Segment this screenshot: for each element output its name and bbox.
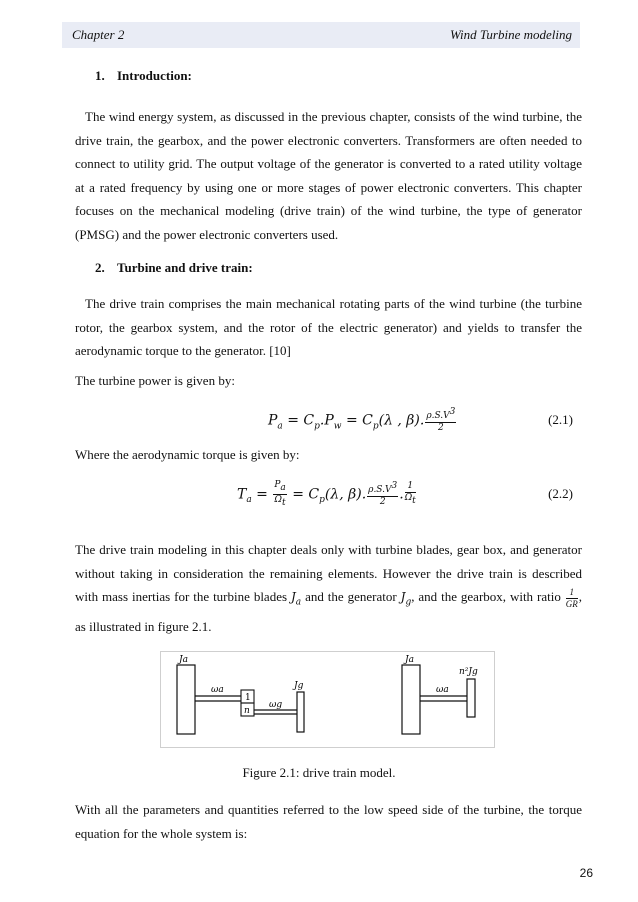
label-jg: Jg [294, 681, 304, 691]
section-heading-drive-train [95, 260, 253, 276]
paragraph-drive-train-model: The drive train modeling in this chapter deals only with turbine blades, gear box, and generator without taking in consideration the remaining elements. However the drive train is described with mass inertias for the turbine blades $J_a$ and the generator $J_g$, and the gearbox, with ratio $\frac{1}{GR}$ , as illustrated in figure 2.1. [75, 542, 582, 634]
label-omega-a: ωa [211, 685, 224, 695]
equation-number: (2.2) [548, 486, 573, 501]
section-title: Turbine and drive train: [117, 260, 253, 275]
label-ja: Ja [179, 655, 188, 665]
page-header [62, 22, 580, 48]
section-heading-introduction [95, 68, 192, 84]
label-one: 1 [245, 693, 251, 703]
turbine-inertia-block-equivalent [402, 665, 420, 734]
header-title: Wind Turbine modeling [449, 27, 572, 42]
math-ratio: $\frac{1}{GR}$ [565, 586, 578, 609]
header-chapter: Chapter 2 [72, 27, 125, 42]
equation-expression: $P_a = C_p.P_w = C_p(\lambda$ , β). $\frac{\rho.S.V^3}{2}$ [268, 407, 456, 433]
generator-inertia-block [297, 692, 304, 732]
paragraph-intro: The wind energy system, as discussed in the previous chapter, consists of the wind turbine, the drive train, the gearbox, and the power electronic converters. Transformers are often needed to connect to utility grid. The output voltage of the generator is converted to a rated utility voltage at a rated frequency by using one or more stages of power electronic converters. This chapter focuses on the mechanical modeling (drive train) of the wind turbine, the type of generator (PMSG) and the power electronic converters used. [75, 109, 582, 242]
figure-caption: Figure 2.1: drive train model. [242, 765, 396, 780]
equation-2-2 [0, 477, 638, 511]
turbine-inertia-block [177, 665, 195, 734]
paragraph-aero-torque: Where the aerodynamic torque is given by: [75, 447, 300, 462]
label-n: n [244, 706, 250, 716]
label-n2jg: n²Jg [459, 667, 478, 677]
page-number: 26 [579, 866, 593, 880]
math-jg: $J_g$ [400, 590, 412, 608]
section-title: Introduction: [117, 68, 192, 83]
figure-drive-train [160, 651, 495, 748]
label-omega-g: ωg [269, 700, 283, 710]
equation-expression: $T_a$ = $\frac{P_a}{\Omega_t}$ = $C_p(\lambda$, β). $\frac{\rho.S.V^3}{2}$ . $\frac{1}{\Omega_t}$ [237, 480, 416, 508]
label-omega-a-equivalent: ωa [436, 685, 449, 695]
paragraph-drive-train: The drive train comprises the main mechanical rotating parts of the wind turbine (the turbine rotor, the gearbox system, and the rotor of the electric generator) and yields to transfer the aerodynamic torque to the generator. [10] [75, 296, 582, 358]
math-ja: $J_a$ [290, 590, 302, 608]
paragraph-torque-equation-intro: With all the parameters and quantities referred to the low speed side of the turbine, the torque equation for the whole system is: [75, 802, 582, 841]
drive-train-diagram [161, 652, 494, 747]
label-ja-equivalent: Ja [405, 655, 414, 665]
generator-inertia-block-equivalent [467, 679, 475, 717]
equation-number: (2.1) [548, 412, 573, 427]
equation-2-1 [0, 404, 638, 436]
paragraph-turbine-power: The turbine power is given by: [75, 373, 235, 388]
section-number: 2. [95, 260, 105, 275]
section-number: 1. [95, 68, 105, 83]
